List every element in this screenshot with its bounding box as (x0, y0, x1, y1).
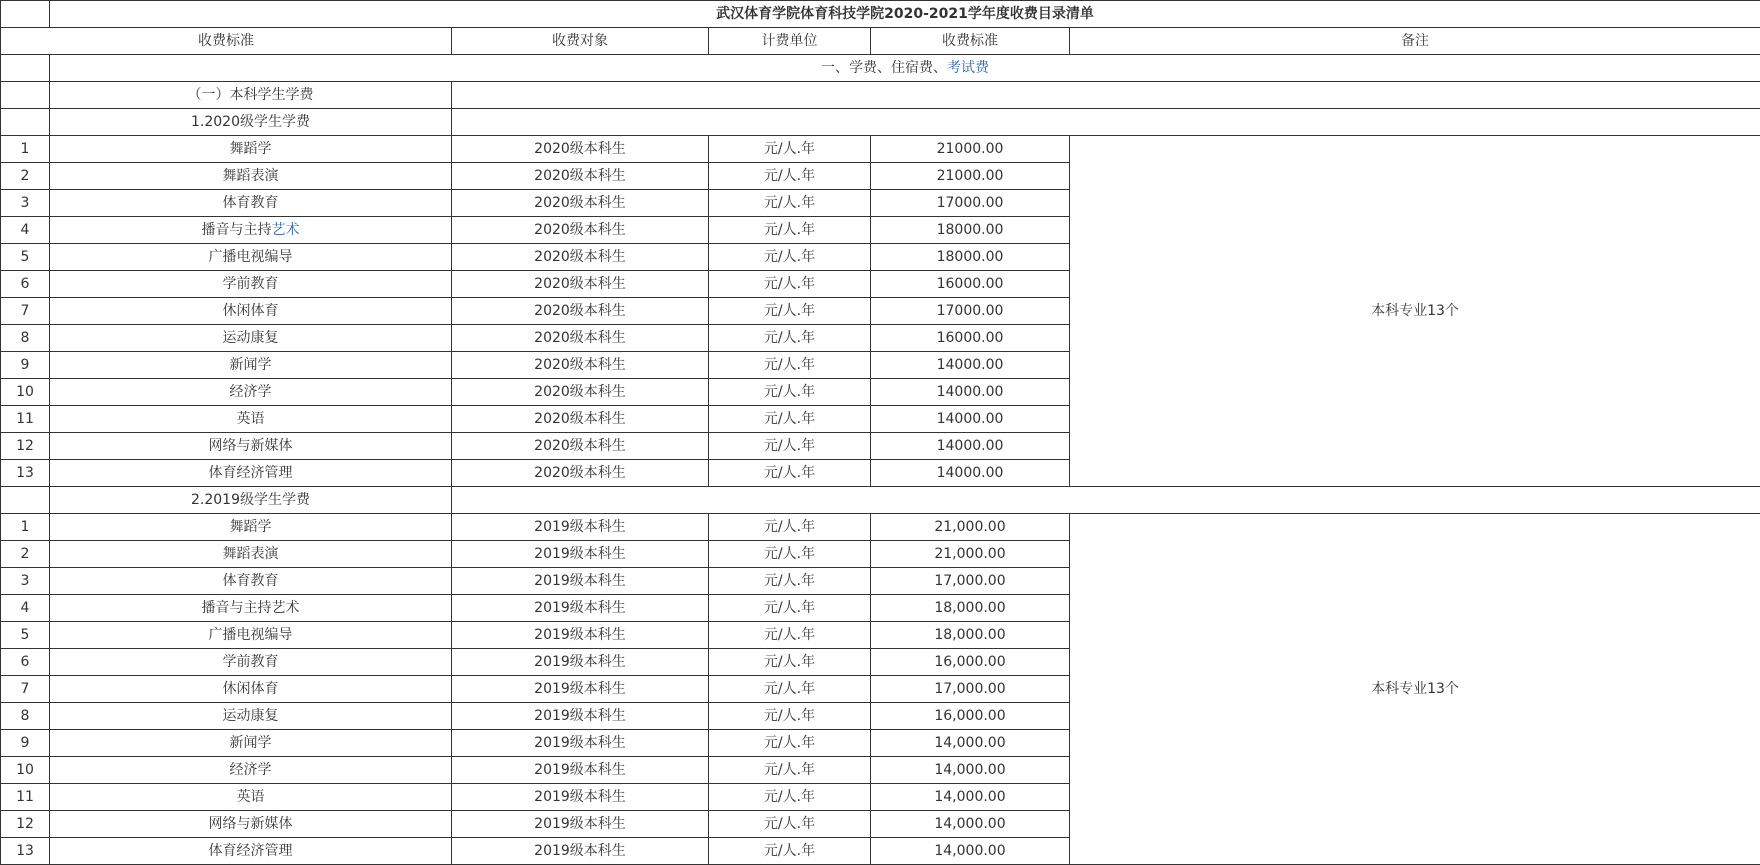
fee-target: 2019级本科生 (452, 838, 709, 865)
subcategory-heading: （一）本科学生学费 (50, 82, 452, 109)
fee-target: 2019级本科生 (452, 811, 709, 838)
major-name (50, 811, 452, 838)
major-name (50, 784, 452, 811)
major-name-text: 运动康复 (223, 708, 279, 724)
major-name (50, 352, 452, 379)
category-blank-cell (1, 55, 50, 82)
fee-amount: 14000.00 (871, 352, 1070, 379)
fee-unit: 元/人.年 (709, 325, 871, 352)
fee-target: 2020级本科生 (452, 298, 709, 325)
major-name-text: 体育教育 (223, 573, 279, 589)
major-name-text: 舞蹈学 (230, 519, 272, 535)
fee-amount: 21,000.00 (871, 514, 1070, 541)
major-name-text: 新闻学 (230, 735, 272, 751)
fee-target: 2019级本科生 (452, 784, 709, 811)
fee-unit: 元/人.年 (709, 730, 871, 757)
header-target: 收费对象 (452, 28, 709, 55)
major-name (50, 541, 452, 568)
row-number: 2 (1, 541, 50, 568)
fee-unit: 元/人.年 (709, 298, 871, 325)
major-name-text: 广播电视编导 (209, 627, 293, 643)
row-number: 12 (1, 811, 50, 838)
fee-target: 2020级本科生 (452, 460, 709, 487)
fee-unit: 元/人.年 (709, 163, 871, 190)
fee-unit: 元/人.年 (709, 406, 871, 433)
row-number: 11 (1, 784, 50, 811)
major-name (50, 514, 452, 541)
fee-amount: 18000.00 (871, 217, 1070, 244)
major-name-text: 网络与新媒体 (209, 816, 293, 832)
major-name (50, 730, 452, 757)
fee-unit: 元/人.年 (709, 541, 871, 568)
fee-target: 2019级本科生 (452, 757, 709, 784)
fee-amount: 16,000.00 (871, 703, 1070, 730)
fee-target: 2020级本科生 (452, 217, 709, 244)
row-number: 4 (1, 217, 50, 244)
section-heading: 1.2020级学生学费 (50, 109, 452, 136)
major-name-text: 舞蹈表演 (223, 546, 279, 562)
major-name (50, 136, 452, 163)
category-link[interactable]: 考试费 (947, 60, 989, 76)
fee-unit: 元/人.年 (709, 703, 871, 730)
fee-amount: 16000.00 (871, 271, 1070, 298)
major-name (50, 433, 452, 460)
major-name-text: 休闲体育 (223, 681, 279, 697)
row-number: 9 (1, 352, 50, 379)
row-number: 7 (1, 676, 50, 703)
page-title: 武汉体育学院体育科技学院2020-2021学年度收费目录清单 (50, 1, 1760, 28)
row-number: 9 (1, 730, 50, 757)
major-name-text: 舞蹈学 (230, 141, 272, 157)
fee-amount: 17000.00 (871, 298, 1070, 325)
fee-unit: 元/人.年 (709, 271, 871, 298)
row-number: 8 (1, 703, 50, 730)
row-number: 5 (1, 622, 50, 649)
fee-target: 2020级本科生 (452, 244, 709, 271)
fee-unit: 元/人.年 (709, 244, 871, 271)
major-name (50, 217, 452, 244)
major-name (50, 406, 452, 433)
fee-amount: 18000.00 (871, 244, 1070, 271)
fee-unit: 元/人.年 (709, 136, 871, 163)
major-name (50, 271, 452, 298)
row-number: 10 (1, 757, 50, 784)
major-name (50, 190, 452, 217)
major-name-text: 播音与主持 (202, 222, 272, 238)
remark-cell: 本科专业13个 (1070, 514, 1760, 865)
header-row (1, 28, 1760, 55)
remark-cell: 本科专业13个 (1070, 136, 1760, 487)
fee-amount: 16000.00 (871, 325, 1070, 352)
fee-amount: 14,000.00 (871, 811, 1070, 838)
major-name (50, 325, 452, 352)
major-name-text: 英语 (237, 789, 265, 805)
major-name (50, 622, 452, 649)
category-heading (50, 55, 1760, 82)
major-name (50, 298, 452, 325)
row-number: 1 (1, 136, 50, 163)
fee-amount: 14,000.00 (871, 757, 1070, 784)
fee-amount: 14000.00 (871, 379, 1070, 406)
major-name-text: 体育教育 (223, 195, 279, 211)
row-number: 12 (1, 433, 50, 460)
fee-amount: 18,000.00 (871, 622, 1070, 649)
major-name (50, 568, 452, 595)
major-name-text: 广播电视编导 (209, 249, 293, 265)
row-number: 3 (1, 190, 50, 217)
major-name-link[interactable]: 艺术 (272, 222, 300, 238)
fee-unit: 元/人.年 (709, 379, 871, 406)
fee-target: 2020级本科生 (452, 379, 709, 406)
fee-amount: 14,000.00 (871, 838, 1070, 865)
table-row (1, 514, 1760, 541)
fee-amount: 14000.00 (871, 406, 1070, 433)
fee-target: 2019级本科生 (452, 514, 709, 541)
header-fee: 收费标准 (871, 28, 1070, 55)
fee-unit: 元/人.年 (709, 190, 871, 217)
major-name-text: 舞蹈表演 (223, 168, 279, 184)
fee-unit: 元/人.年 (709, 568, 871, 595)
fee-target: 2020级本科生 (452, 163, 709, 190)
fee-table-body (1, 1, 1760, 865)
fee-target: 2019级本科生 (452, 541, 709, 568)
section-blank-span (452, 487, 1760, 514)
header-note: 备注 (1070, 28, 1760, 55)
fee-target: 2020级本科生 (452, 325, 709, 352)
major-name (50, 757, 452, 784)
section-heading: 2.2019级学生学费 (50, 487, 452, 514)
fee-target: 2019级本科生 (452, 703, 709, 730)
row-number: 6 (1, 649, 50, 676)
row-number: 5 (1, 244, 50, 271)
row-number: 8 (1, 325, 50, 352)
major-name-text: 学前教育 (223, 276, 279, 292)
fee-target: 2019级本科生 (452, 622, 709, 649)
major-name (50, 379, 452, 406)
fee-unit: 元/人.年 (709, 757, 871, 784)
fee-target: 2020级本科生 (452, 190, 709, 217)
major-name (50, 838, 452, 865)
category-text: 一、学费、住宿费、 (821, 60, 947, 76)
title-blank-cell (1, 1, 50, 28)
row-number: 13 (1, 460, 50, 487)
section-blank-cell (1, 109, 50, 136)
header-unit: 计费单位 (709, 28, 871, 55)
major-name (50, 649, 452, 676)
fee-amount: 21000.00 (871, 163, 1070, 190)
category-row (1, 55, 1760, 82)
section-heading-row (1, 487, 1760, 514)
major-name-text: 体育经济管理 (209, 843, 293, 859)
fee-amount: 14,000.00 (871, 784, 1070, 811)
fee-unit: 元/人.年 (709, 595, 871, 622)
title-row (1, 1, 1760, 28)
fee-unit: 元/人.年 (709, 784, 871, 811)
fee-target: 2019级本科生 (452, 730, 709, 757)
major-name-text: 新闻学 (230, 357, 272, 373)
subcategory-blank-cell (1, 82, 50, 109)
major-name-text: 休闲体育 (223, 303, 279, 319)
fee-unit: 元/人.年 (709, 622, 871, 649)
row-number: 1 (1, 514, 50, 541)
fee-amount: 17,000.00 (871, 676, 1070, 703)
fee-amount: 14,000.00 (871, 730, 1070, 757)
major-name-text: 运动康复 (223, 330, 279, 346)
fee-amount: 21000.00 (871, 136, 1070, 163)
fee-amount: 17,000.00 (871, 568, 1070, 595)
fee-target: 2020级本科生 (452, 433, 709, 460)
row-number: 11 (1, 406, 50, 433)
fee-unit: 元/人.年 (709, 838, 871, 865)
row-number: 7 (1, 298, 50, 325)
fee-target: 2019级本科生 (452, 676, 709, 703)
fee-target: 2019级本科生 (452, 595, 709, 622)
row-number: 6 (1, 271, 50, 298)
fee-amount: 21,000.00 (871, 541, 1070, 568)
row-number: 10 (1, 379, 50, 406)
fee-target: 2019级本科生 (452, 649, 709, 676)
fee-target: 2020级本科生 (452, 136, 709, 163)
fee-amount: 17000.00 (871, 190, 1070, 217)
major-name-text: 学前教育 (223, 654, 279, 670)
fee-amount: 14000.00 (871, 460, 1070, 487)
major-name (50, 244, 452, 271)
major-name-text: 网络与新媒体 (209, 438, 293, 454)
fee-target: 2020级本科生 (452, 406, 709, 433)
subcategory-row (1, 82, 1760, 109)
row-number: 13 (1, 838, 50, 865)
fee-amount: 18,000.00 (871, 595, 1070, 622)
major-name-text: 经济学 (230, 762, 272, 778)
subcategory-blank-span (452, 82, 1760, 109)
major-name-text: 英语 (237, 411, 265, 427)
fee-amount: 16,000.00 (871, 649, 1070, 676)
section-blank-cell (1, 487, 50, 514)
fee-unit: 元/人.年 (709, 649, 871, 676)
fee-unit: 元/人.年 (709, 460, 871, 487)
table-row (1, 136, 1760, 163)
major-name-text: 播音与主持艺术 (202, 600, 300, 616)
fee-unit: 元/人.年 (709, 514, 871, 541)
fee-unit: 元/人.年 (709, 676, 871, 703)
fee-unit: 元/人.年 (709, 433, 871, 460)
fee-amount: 14000.00 (871, 433, 1070, 460)
fee-unit: 元/人.年 (709, 217, 871, 244)
fee-target: 2020级本科生 (452, 352, 709, 379)
major-name (50, 595, 452, 622)
fee-unit: 元/人.年 (709, 811, 871, 838)
major-name-text: 体育经济管理 (209, 465, 293, 481)
fee-target: 2020级本科生 (452, 271, 709, 298)
row-number: 4 (1, 595, 50, 622)
row-number: 3 (1, 568, 50, 595)
major-name (50, 163, 452, 190)
major-name-text: 经济学 (230, 384, 272, 400)
fee-unit: 元/人.年 (709, 352, 871, 379)
section-heading-row (1, 109, 1760, 136)
row-number: 2 (1, 163, 50, 190)
section-blank-span (452, 109, 1760, 136)
major-name (50, 676, 452, 703)
fee-target: 2019级本科生 (452, 568, 709, 595)
major-name (50, 703, 452, 730)
major-name (50, 460, 452, 487)
header-name: 收费标准 (1, 28, 452, 55)
